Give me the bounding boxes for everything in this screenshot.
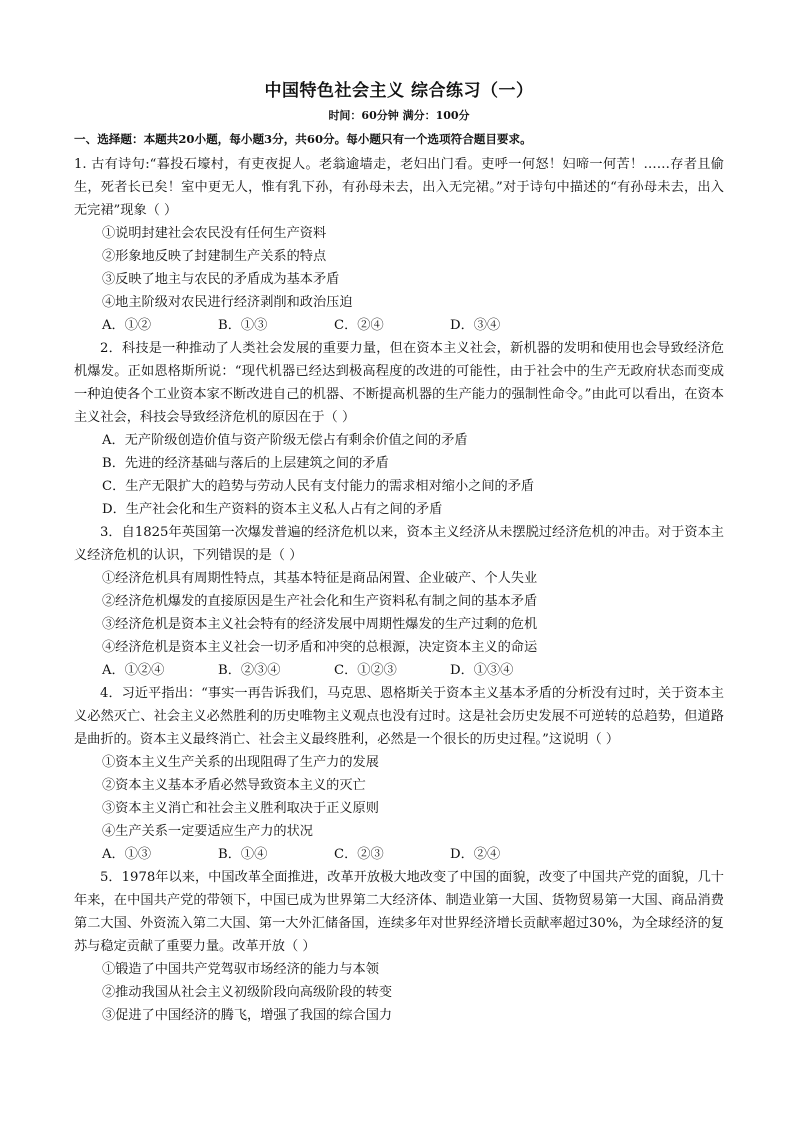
- question-stem: 5．1978年以来，中国改革全面推进，改革开放极大地改变了中国的面貌，改变了中国共产党的面貌，几十年来，在中国共产党的带领下，中国已成为世界第二大经济体、制造业第一大国、货物贸易第一大国、商品消费第二大国、外资流入第二大国、第一大外汇储备国，连续多年对世界经济增长贡献率超过30%，为全球经济的复苏与稳定贡献了重要力量。改革开放（ ）: [74, 870, 724, 954]
- question-stem: 3．自1825年英国第一次爆发普遍的经济危机以来，资本主义经济从未摆脱过经济危机的冲击。对于资本主义经济危机的认识，下列错误的是（ ）: [74, 525, 724, 563]
- question-3: [74, 521, 724, 682]
- statement-option: ②推动我国从社会主义初级阶段向高级阶段的转变: [102, 985, 393, 1000]
- choice-a[interactable]: A．①②: [102, 318, 152, 333]
- choice-d[interactable]: D．①③④: [450, 663, 514, 678]
- statement-option: ③资本主义消亡和社会主义胜利取决于正义原则: [102, 801, 379, 816]
- question-1: [74, 153, 724, 337]
- question-stem: 1. 古有诗句:“暮投石壕村，有吏夜捉人。老翁逾墙走，老妇出门看。吏呼一何怒！妇啼一何苦！……存者且偷生，死者长已矣！室中更无人，惟有乳下孙，有孙母未去，出入无完裙。”对于诗句中描述的“有孙母未去，出入无完裙”现象（ ）: [74, 157, 724, 218]
- choice-c[interactable]: C．②④: [334, 318, 384, 333]
- choice-d[interactable]: D．③④: [450, 318, 501, 333]
- statement-option: ①说明封建社会农民没有任何生产资料: [102, 226, 327, 241]
- section-heading: 一、选择题：本题共20小题，每小题3分，共60分。每小题只有一个选项符合题目要求。: [74, 132, 532, 146]
- choice-c[interactable]: C．②③: [334, 847, 384, 862]
- choice-c[interactable]: C．①②③: [334, 663, 397, 678]
- choice-b[interactable]: B．①③: [218, 318, 268, 333]
- page-title: 中国特色社会主义 综合练习（一）: [264, 81, 534, 101]
- statement-option: ①锻造了中国共产党驾驭市场经济的能力与本领: [102, 962, 379, 977]
- statement-option: ③经济危机是资本主义社会特有的经济发展中周期性爆发的生产过剩的危机: [102, 617, 538, 632]
- statement-option: ④经济危机是资本主义社会一切矛盾和冲突的总根源，决定资本主义的命运: [102, 640, 538, 655]
- choice-a[interactable]: A．无产阶级创造价值与资产阶级无偿占有剩余价值之间的矛盾: [102, 433, 468, 448]
- question-2: [74, 337, 724, 521]
- exam-page: [74, 76, 724, 1027]
- question-5: [74, 866, 724, 1027]
- choice-b[interactable]: B．先进的经济基础与落后的上层建筑之间的矛盾: [102, 456, 389, 471]
- statement-option: ②经济危机爆发的直接原因是生产社会化和生产资料私有制之间的基本矛盾: [102, 594, 538, 609]
- choice-a[interactable]: A．①③: [102, 847, 152, 862]
- statement-option: ②资本主义基本矛盾必然导致资本主义的灭亡: [102, 778, 366, 793]
- exam-meta: 时间：60分钟 满分：100分: [328, 109, 470, 122]
- statement-option: ①资本主义生产关系的出现阻碍了生产力的发展: [102, 755, 379, 770]
- statement-option: ①经济危机具有周期性特点，其基本特征是商品闲置、企业破产、个人失业: [102, 571, 538, 586]
- question-stem: 4．习近平指出：“事实一再告诉我们，马克思、恩格斯关于资本主义基本矛盾的分析没有过时，关于资本主义必然灭亡、社会主义必然胜利的历史唯物主义观点也没有过时。这是社会历史发展不可逆转的总趋势，但道路是曲折的。资本主义最终消亡、社会主义最终胜利，必然是一个很长的历史过程。”这说明（ ）: [74, 686, 724, 747]
- statement-option: ④地主阶级对农民进行经济剥削和政治压迫: [102, 295, 353, 310]
- question-stem: 2．科技是一种推动了人类社会发展的重要力量，但在资本主义社会，新机器的发明和使用也会导致经济危机爆发。正如恩格斯所说：“现代机器已经达到极高程度的改进的可能性，由于社会中的生产无政府状态而变成一种迫使各个工业资本家不断改进自己的机器、不断提高机器的生产能力的强制性命令。”由此可以看出，在资本主义社会，科技会导致经济危机的原因在于（ ）: [74, 341, 724, 425]
- statement-option: ④生产关系一定要适应生产力的状况: [102, 824, 313, 839]
- choice-a[interactable]: A．①②④: [102, 663, 165, 678]
- question-4: [74, 682, 724, 866]
- answer-choices: [74, 314, 724, 337]
- choice-d[interactable]: D．生产社会化和生产资料的资本主义私人占有之间的矛盾: [102, 502, 443, 517]
- choice-b[interactable]: B．①④: [218, 847, 268, 862]
- choice-c[interactable]: C．生产无限扩大的趋势与劳动人民有支付能力的需求相对缩小之间的矛盾: [102, 479, 535, 494]
- choice-d[interactable]: D．②④: [450, 847, 501, 862]
- statement-option: ②形象地反映了封建制生产关系的特点: [102, 249, 327, 264]
- answer-choices: [74, 843, 724, 866]
- statement-option: ③促进了中国经济的腾飞，增强了我国的综合国力: [102, 1008, 393, 1023]
- choice-b[interactable]: B．②③④: [218, 663, 281, 678]
- answer-choices: [74, 659, 724, 682]
- statement-option: ③反映了地主与农民的矛盾成为基本矛盾: [102, 272, 340, 287]
